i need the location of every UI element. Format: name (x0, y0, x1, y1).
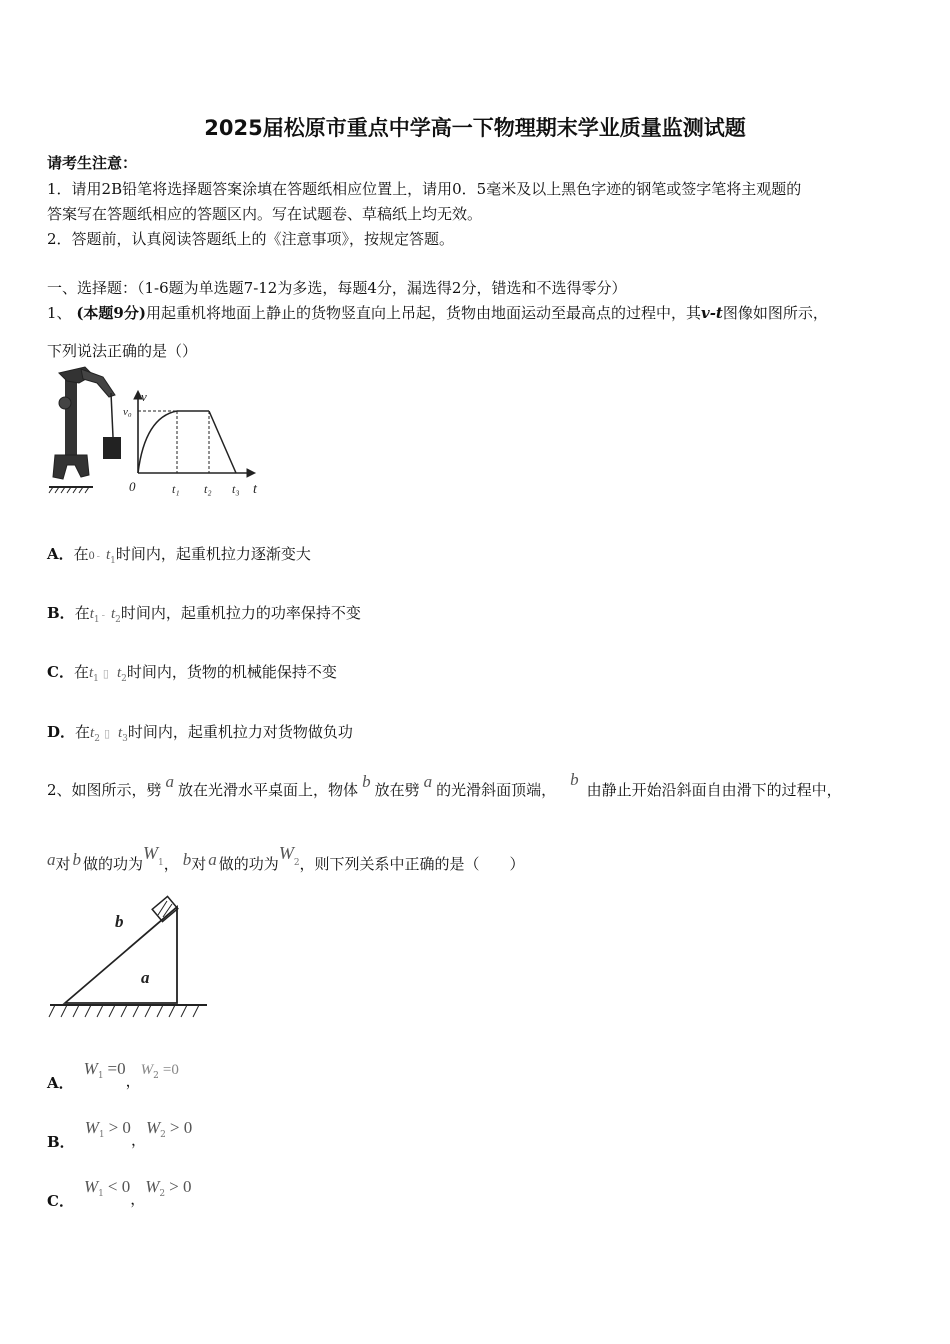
var-a: a (165, 772, 175, 791)
question-2-prefix: 2、如图所示，劈 (47, 781, 162, 799)
question-1-line-2: 下列说法正确的是（） (47, 342, 198, 360)
var-W2-sub: 2 (293, 858, 300, 868)
vt-axis-t-arrow (247, 469, 255, 477)
option-text: 时间内，货物的机械能保持不变 (126, 663, 337, 681)
option-w2-sub: 2 (160, 1130, 166, 1140)
figure-label-b: b (115, 912, 124, 931)
figure-label-a: a (141, 968, 150, 987)
question-1-option-c[interactable] (47, 661, 337, 684)
vt-label-t3: t₃ (232, 482, 240, 496)
text-comma: ， (163, 855, 179, 873)
option-to-sub: 2 (115, 615, 121, 625)
notice-heading: 请考生注意： (47, 154, 138, 172)
option-rel2: =0 (162, 1062, 179, 1078)
var-b: b (72, 850, 82, 869)
option-from: t (90, 725, 95, 741)
vt-graph (134, 391, 255, 477)
question-1-vt: v-t (700, 304, 723, 322)
option-label: B． (47, 1133, 75, 1151)
option-w1-sub: 1 (97, 1071, 104, 1081)
var-W1: W (143, 843, 159, 863)
var-a: a (208, 850, 217, 869)
option-text: 时间内，起重机拉力逐渐变大 (115, 545, 311, 563)
option-label: A． (47, 1074, 74, 1092)
wedge-drawing (49, 896, 207, 1017)
option-from: t (88, 665, 94, 681)
var-W1-sub: 1 (158, 858, 164, 868)
option-rel1: < 0 (107, 1177, 131, 1196)
var-a: a (47, 850, 56, 869)
option-comma: ， (130, 1131, 146, 1149)
option-to: t (110, 606, 116, 622)
question-2-figure (45, 895, 215, 1025)
option-pre: 在 (73, 545, 89, 563)
option-sep-box: ▯ (102, 667, 109, 680)
question-1-text (47, 302, 828, 323)
vt-label-v: v (141, 389, 147, 404)
question-1-number: 1、 (47, 304, 72, 322)
question-1-option-b[interactable] (47, 602, 361, 625)
option-w1-sub: 1 (98, 1189, 104, 1199)
option-to: t (116, 665, 122, 681)
option-to-sub: 3 (122, 734, 128, 744)
section-heading: 一、选择题：（1-6题为单选题7-12为多选，每题4分，漏选得2分，错选和不选得零分） (47, 279, 627, 297)
option-text: 时间内，起重机拉力对货物做负功 (127, 723, 353, 741)
question-2-option-b[interactable] (47, 1117, 193, 1151)
option-w2-sub: 2 (153, 1071, 159, 1081)
question-2-text (47, 770, 842, 800)
notice-line-1: 1．请用2B铅笔将选择题答案涂填在答题纸相应位置上，请用0．5毫米及以上黑色字迹的钢笔或签字笔将主观题的 (47, 180, 802, 198)
question-2-part-2: 放在劈 (374, 781, 420, 799)
option-sep: - (96, 551, 100, 562)
option-comma: ， (125, 1072, 141, 1090)
option-pre: 在 (75, 723, 91, 741)
option-from: t (89, 606, 94, 622)
text-end: ，则下列关系中正确的是（ ） (299, 855, 525, 873)
option-w2: W (145, 1118, 161, 1137)
option-w1: W (83, 1177, 99, 1196)
vt-label-t2: t₂ (204, 482, 212, 496)
var-W2: W (278, 843, 294, 863)
option-w1: W (84, 1118, 99, 1137)
question-1-score: (本题9分) (76, 304, 146, 322)
option-label: B． (47, 604, 75, 622)
option-label: A． (47, 545, 74, 563)
option-w1: W (83, 1059, 98, 1078)
question-1-option-d[interactable] (47, 721, 353, 744)
option-text: 时间内，起重机拉力的功率保持不变 (120, 604, 361, 622)
option-to-sub: 2 (121, 674, 127, 684)
vt-label-v0: v₀ (123, 406, 132, 418)
crane-drawing (49, 367, 121, 493)
option-label: D． (47, 723, 76, 741)
option-rel1: > 0 (108, 1118, 131, 1137)
text-dui: 对 (55, 855, 71, 873)
vt-line-decelerate (209, 411, 236, 473)
var-b: b (182, 850, 192, 869)
vt-label-t1: t₁ (172, 482, 180, 496)
vt-label-origin: 0 (129, 479, 136, 494)
question-2-option-c[interactable] (47, 1176, 192, 1210)
question-2-line-2 (47, 843, 525, 876)
option-w2: W (140, 1062, 154, 1078)
notice-line-2: 答案写在答题纸相应的答题区内。写在试题卷、草稿纸上均无效。 (47, 205, 483, 223)
option-label: C． (47, 663, 74, 681)
text-work: 做的功为 (83, 855, 144, 873)
option-to-sub: 1 (110, 556, 116, 566)
question-1-stem-a: 用起重机将地面上静止的货物竖直向上吊起，货物由地面运动至最高点的过程中，其 (145, 304, 701, 322)
option-from-sub: 2 (94, 734, 100, 744)
option-sep-box: ▯ (103, 727, 110, 740)
option-from-sub: 1 (93, 674, 99, 684)
question-1-stem-b: 图像如图所示， (722, 304, 828, 322)
option-w1-sub: 1 (98, 1130, 105, 1140)
option-comma: ， (130, 1190, 146, 1208)
option-to: t (106, 547, 111, 563)
var-b: b (362, 772, 371, 791)
page-title: 2025届松原市重点中学高一下物理期末学业质量监测试题 (204, 116, 746, 140)
text-work: 做的功为 (218, 855, 279, 873)
question-2-option-a[interactable] (47, 1058, 179, 1092)
question-1-option-a[interactable] (47, 543, 311, 566)
option-from-sub: 1 (93, 615, 100, 625)
notice-line-3: 2．答题前，认真阅读答题纸上的《注意事项》，按规定答题。 (47, 230, 455, 248)
option-rel2: > 0 (169, 1118, 193, 1137)
var-b: b (570, 770, 579, 789)
option-w2: W (145, 1177, 160, 1196)
vt-curve-accelerate (138, 411, 177, 473)
option-sep: - (101, 610, 105, 621)
question-2-part-4: 由静止开始沿斜面自由滑下的过程中， (586, 781, 842, 799)
option-rel2: > 0 (169, 1177, 192, 1196)
option-rel1: =0 (107, 1059, 126, 1078)
var-a: a (423, 772, 433, 791)
option-pre: 在 (73, 663, 89, 681)
option-label: C． (47, 1192, 74, 1210)
text-dui: 对 (191, 855, 207, 873)
option-w2-sub: 2 (159, 1189, 166, 1199)
option-to: t (118, 725, 123, 741)
question-1-figure (45, 365, 270, 500)
question-2-part-3: 的光滑斜面顶端， (436, 781, 557, 799)
question-2-part-1: 放在光滑水平桌面上，物体 (178, 781, 359, 799)
vt-label-t: t (253, 482, 257, 497)
option-pre: 在 (74, 604, 90, 622)
option-from: 0 (88, 548, 95, 562)
